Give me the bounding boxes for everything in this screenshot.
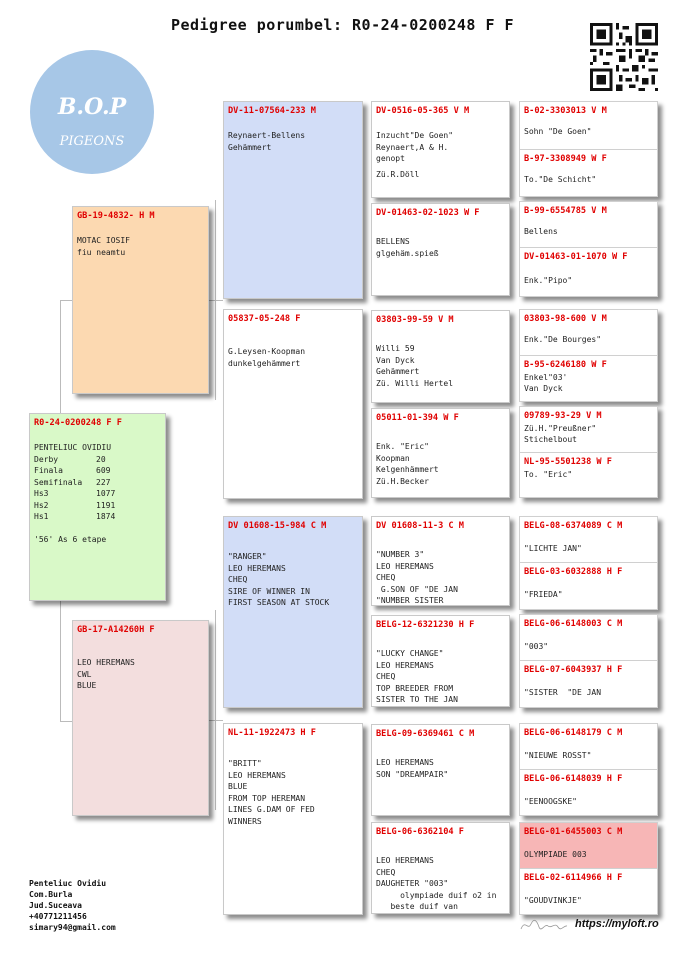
ancestor-pair-box [519, 614, 658, 708]
ring-number: BELG-06-6148179 C M [524, 728, 623, 738]
ring-number: 05011-01-394 W F [376, 413, 459, 423]
ring-number: BELG-06-6148003 C M [524, 619, 623, 629]
ancestor-entry: NL-95-5501238 W F To. "Eric" [520, 453, 657, 498]
result-row: Derby 20 [34, 454, 106, 464]
result-row: Hs2 1191 [34, 500, 116, 510]
great-grandparent-card: 05011-01-394 W F Enk. "Eric" Koopman Kelgenhämmert Zü.H.Becker [371, 408, 510, 498]
dam-card: GB-17-A14260H F LEO HEREMANS CWL BLUE [72, 620, 209, 816]
ring-number: DV-0516-05-365 V M [376, 106, 470, 116]
ring-number: R0-24-0200248 F F [34, 418, 122, 428]
ring-number: BELG-12-6321230 H F [376, 620, 475, 630]
ancestor-pair-box [519, 723, 658, 816]
ring-number: B-02-3303013 V M [524, 106, 607, 116]
great-grandparent-card: DV-01463-02-1023 W F BELLENS glgehäm.spieß [371, 203, 510, 296]
logo-text: B.O.P [57, 94, 127, 120]
result-row: Semifinala 227 [34, 477, 111, 487]
connector [209, 720, 223, 721]
ancestor-entry: BELG-06-6148179 C M "NIEUWE ROSST" [520, 724, 657, 770]
ring-number: BELG-02-6114966 H F [524, 873, 623, 883]
ring-number: NL-95-5501238 W F [524, 457, 612, 467]
ancestor-entry: BELG-08-6374089 C M "LICHTE JAN" [520, 517, 657, 563]
ring-number: BELG-06-6362104 F [376, 827, 464, 837]
grandparent-card: 05837-05-248 F G.Leysen-Koopman dunkelgehämmert [223, 309, 363, 499]
ring-number: DV-01463-01-1070 W F [524, 252, 628, 262]
great-grandparent-card: DV 01608-11-3 C M "NUMBER 3" LEO HEREMANS CHEQ G.SON OF "DE JAN "NUMBER SISTER [371, 516, 510, 606]
ring-number: B-95-6246180 W F [524, 360, 607, 370]
great-grandparent-card: 03803-99-59 V M Willi 59 Van Dyck Gehämmert Zü. Willi Hertel [371, 310, 510, 403]
ring-number: GB-17-A14260H F [77, 625, 155, 635]
ring-number: GB-19-4832- H M [77, 211, 155, 221]
logo [30, 50, 154, 174]
grandparent-card: DV 01608-15-984 C M "RANGER" LEO HEREMANS CHEQ SIRE OF WINNER IN FIRST SEASON AT STOCK [223, 516, 363, 708]
ancestor-pair-box [519, 309, 658, 402]
ring-number: B-99-6554785 V M [524, 206, 607, 216]
result-row: Hs3 1077 [34, 489, 116, 498]
grandparent-card: NL-11-1922473 H F "BRITT" LEO HEREMANS BLUE FROM TOP HEREMAN LINES G.DAM OF FED WINNERS [223, 723, 363, 915]
grandparent-card: DV-11-07564-233 M Reynaert-Bellens Gehämmert [223, 101, 363, 299]
connector [209, 300, 223, 301]
connector [215, 610, 216, 810]
subject-card [29, 413, 166, 601]
ring-number: DV-01463-02-1023 W F [376, 208, 480, 218]
ancestor-entry: B-97-3308949 W F To."De Schicht" [520, 150, 657, 197]
signature [519, 917, 569, 933]
ring-number: NL-11-1922473 H F [228, 728, 316, 738]
connector [215, 200, 216, 400]
page-title: Pedigree porumbel: R0-24-0200248 F F [170, 16, 515, 34]
ancestor-entry: B-99-6554785 V M Bellens [520, 202, 657, 248]
ring-number: 03803-98-600 V M [524, 314, 607, 324]
great-grandparent-card: BELG-12-6321230 H F "LUCKY CHANGE" LEO HEREMANS CHEQ TOP BREEDER FROM SISTER TO THE JAN [371, 615, 510, 707]
ring-number: DV 01608-11-3 C M [376, 521, 464, 531]
ring-number: 03803-99-59 V M [376, 315, 454, 325]
owner-name: PENTELIUC OVIDIU [34, 443, 112, 452]
ring-number: BELG-08-6374089 C M [524, 521, 623, 531]
ring-number: DV 01608-15-984 C M [228, 521, 327, 531]
ancestor-entry: B-02-3303013 V M Sohn "De Goen" [520, 102, 657, 150]
ancestor-entry: DV-01463-01-1070 W F Enk."Pipo" [520, 248, 657, 297]
ancestor-entry: B-95-6246180 W F Enkel"03' Van Dyck [520, 356, 657, 402]
ring-number: B-97-3308949 W F [524, 154, 607, 164]
ring-number: DV-11-07564-233 M [228, 106, 316, 116]
ring-number: BELG-03-6032888 H F [524, 567, 623, 577]
ancestor-entry: BELG-06-6148039 H F "EENOOGSKE" [520, 770, 657, 816]
ring-number: 05837-05-248 F [228, 314, 301, 324]
ring-number: BELG-07-6043937 H F [524, 665, 623, 675]
ring-number: BELG-06-6148039 H F [524, 774, 623, 784]
ancestor-pair-box [519, 101, 658, 197]
ancestor-pair-box [519, 406, 658, 498]
ring-number: 09789-93-29 V M [524, 411, 602, 421]
ancestor-pair-box [519, 516, 658, 610]
ancestor-pair-box [519, 822, 658, 915]
ancestor-entry: BELG-02-6114966 H F "GOUDVINKJE" [520, 869, 657, 915]
logo-subtext: PIGEONS [59, 134, 125, 149]
ring-number: BELG-01-6455003 C M [524, 827, 623, 837]
qr-code [590, 23, 658, 91]
owner-contact: Penteliuc Ovidiu Com.Burla Jud.Suceava +40771211456 simary94@gmail.com [29, 879, 116, 932]
website-link[interactable]: https://myloft.ro [575, 918, 659, 930]
sire-card: GB-19-4832- H M MOTAC IOSIF fiu neamtu [72, 206, 209, 394]
ancestor-pair-box [519, 201, 658, 297]
ring-number: BELG-09-6369461 C M [376, 729, 475, 739]
ancestor-entry-highlighted: BELG-01-6455003 C M OLYMPIADE 003 [520, 823, 657, 869]
result-row: Hs1 1874 [34, 512, 116, 521]
ancestor-entry: 03803-98-600 V M Enk."De Bourges" [520, 310, 657, 356]
great-grandparent-card: BELG-06-6362104 F LEO HEREMANS CHEQ DAUGHETER "003" olympiade duif o2 in beste duif van [371, 822, 510, 914]
great-grandparent-card: DV-0516-05-365 V M Inzucht"De Goen" Reynaert,A & H. genopt Zü.R.Döll [371, 101, 510, 198]
great-grandparent-card: BELG-09-6369461 C M LEO HEREMANS SON "DREAMPAIR" [371, 724, 510, 816]
ancestor-entry: 09789-93-29 V M Zü.H."Preußner" Stichelbout [520, 407, 657, 453]
ancestor-entry: BELG-06-6148003 C M "003" [520, 615, 657, 661]
ancestor-entry: BELG-07-6043937 H F "SISTER "DE JAN [520, 661, 657, 708]
result-row: Finala 609 [34, 466, 111, 475]
ancestor-entry: BELG-03-6032888 H F "FRIEDA" [520, 563, 657, 610]
subject-note: '56' As 6 etape [34, 534, 107, 544]
